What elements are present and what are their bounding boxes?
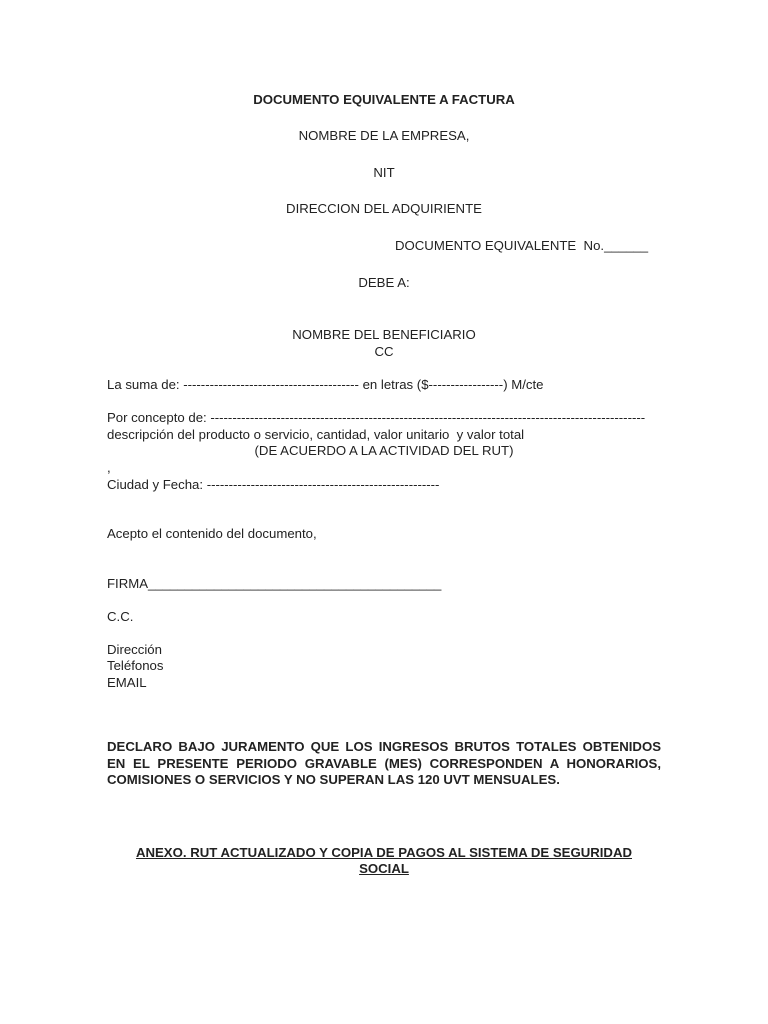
- annex-line-1: ANEXO. RUT ACTUALIZADO Y COPIA DE PAGOS AL SISTEMA DE SEGURIDAD: [135, 845, 633, 860]
- document-title: DOCUMENTO EQUIVALENTE A FACTURA: [253, 92, 515, 107]
- activity-note: (DE ACUERDO A LA ACTIVIDAD DEL RUT): [254, 443, 514, 458]
- comma-mark: ,: [107, 460, 111, 475]
- annex-line-2: SOCIAL: [359, 861, 409, 876]
- document-number: DOCUMENTO EQUIVALENTE No.______: [395, 238, 649, 253]
- owed-to-label: DEBE A:: [358, 275, 410, 290]
- sworn-declaration: DECLARO BAJO JURAMENTO QUE LOS INGRESOS BRUTOS TOTALES OBTENIDOS EN EL PRESENTE PERIODO GRAVABLE (MES) CORRESPONDEN A HONORARIOS, COMISIONES O SERVICIOS Y NO SUPERAN LAS 120 UVT MENSUALES.: [107, 739, 661, 787]
- amount-line: La suma de: ---------------------------------------- en letras ($-----------------) M/cte: [107, 377, 544, 392]
- city-date-line: Ciudad y Fecha: -----------------------------------------------------: [107, 477, 440, 492]
- email-label: EMAIL: [107, 675, 147, 690]
- signer-cc: C.C.: [107, 609, 134, 624]
- address-label: Dirección: [107, 642, 162, 657]
- beneficiary-cc: CC: [374, 344, 394, 359]
- concept-line: Por concepto de: ---------------------------------------------------------------------------------------------------: [107, 410, 646, 425]
- description-line: descripción del producto o servicio, cantidad, valor unitario y valor total: [107, 427, 525, 442]
- phones-label: Teléfonos: [107, 658, 164, 673]
- buyer-address: DIRECCION DEL ADQUIRIENTE: [286, 201, 482, 216]
- signature-line: FIRMA________________________________________: [107, 576, 442, 591]
- company-name: NOMBRE DE LA EMPRESA,: [298, 128, 470, 143]
- nit-label: NIT: [373, 165, 395, 180]
- beneficiary-name: NOMBRE DEL BENEFICIARIO: [292, 327, 476, 342]
- acceptance-text: Acepto el contenido del documento,: [107, 526, 317, 541]
